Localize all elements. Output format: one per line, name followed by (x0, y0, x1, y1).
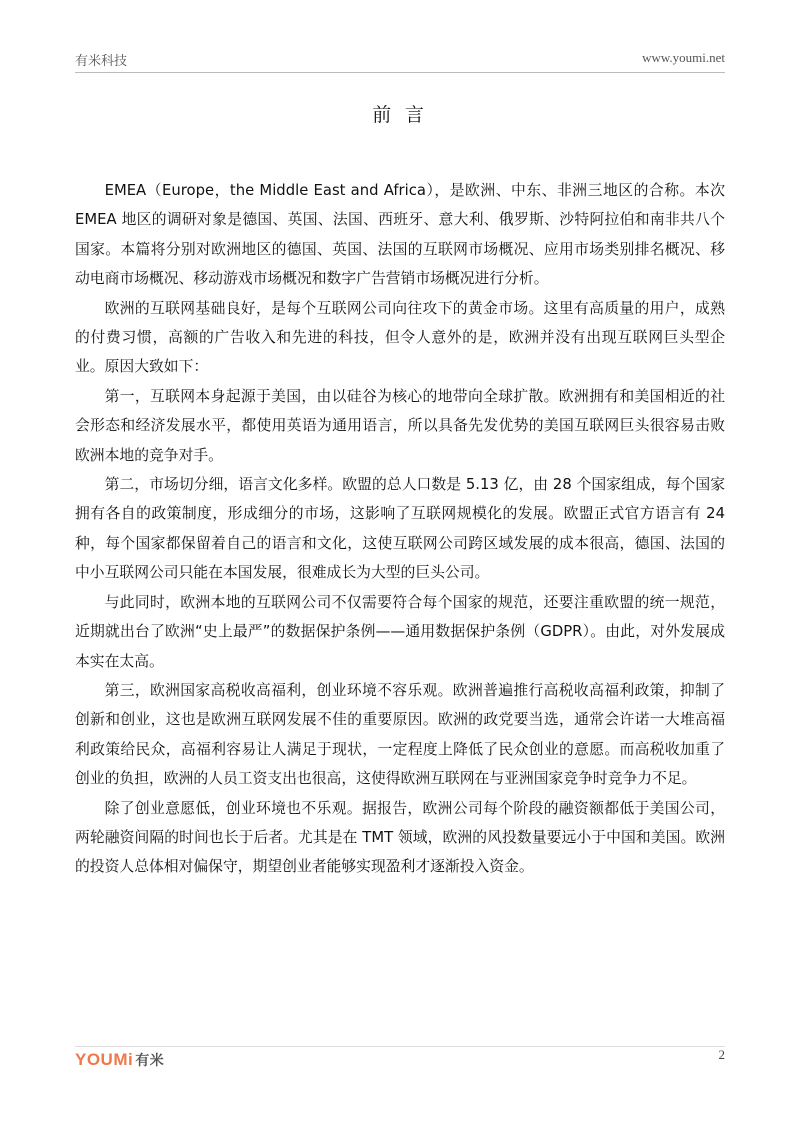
header-company-name: 有米科技 (75, 54, 128, 69)
paragraph-2: 欧洲的互联网基础良好，是每个互联网公司向往攻下的黄金市场。这里有高质量的用户，成熟的付费习惯，高额的广告收入和先进的科技，但令人意外的是，欧洲并没有出现互联网巨头型企业。原因大致如下： (75, 299, 725, 376)
paragraph-6: 第三，欧洲国家高税收高福利，创业环境不容乐观。欧洲普遍推行高税收高福利政策，抑制了创新和创业，这也是欧洲互联网发展不佳的重要原因。欧洲的政党要当选，通常会许诺一大堆高福利政策给民众，高福利容易让人满足于现状，一定程度上降低了民众创业的意愿。而高税收加重了创业的负担，欧洲的人员工资支出也很高，这使得欧洲互联网在与亚洲国家竞争时竞争力不足。 (75, 681, 725, 788)
logo-wordmark: YOUMi (75, 1050, 134, 1069)
paragraph-1: EMEA（Europe，the Middle East and Africa），是欧洲、中东、非洲三地区的合称。本次 EMEA 地区的调研对象是德国、英国、法国、西班牙、意大利、俄罗斯、沙特阿拉伯和南非共八个国家。本篇将分别对欧洲地区的德国、英国、法国的互联网市场概况、应用市场类别排名概况、移动电商市场概况、移动游戏市场概况和数字广告营销市场概况进行分析。 (75, 182, 725, 288)
header-divider (75, 72, 725, 73)
logo-chinese-name: 有米 (135, 1052, 165, 1068)
youmi-logo (75, 1050, 164, 1070)
page-number: 2 (718, 1047, 725, 1062)
page-title: 前 言 (372, 104, 428, 126)
header-url[interactable]: www.youmi.net (642, 50, 725, 65)
paragraph-5: 与此同时，欧洲本地的互联网公司不仅需要符合每个国家的规范，还要注重欧盟的统一规范，近期就出台了欧洲“史上最严”的数据保护条例——通用数据保护条例（GDPR）。由此，对外发展成本实在太高。 (75, 593, 725, 670)
body-text (75, 176, 725, 882)
paragraph-4: 第二，市场切分细，语言文化多样。欧盟的总人口数是 5.13 亿，由 28 个国家组成，每个国家拥有各自的政策制度，形成细分的市场，这影响了互联网规模化的发展。欧盟正式官方语言有 24 种，每个国家都保留着自己的语言和文化，这使互联网公司跨区域发展的成本很高，德国、法国的中小互联网公司只能在本国发展，很难成长为大型的巨头公司。 (75, 476, 725, 582)
paragraph-7: 除了创业意愿低，创业环境也不乐观。据报告，欧洲公司每个阶段的融资额都低于美国公司，两轮融资间隔的时间也长于后者。尤其是在 TMT 领域，欧洲的风投数量要远小于中国和美国。欧洲的投资人总体相对偏保守，期望创业者能够实现盈利才逐渐投入资金。 (75, 799, 725, 876)
footer-divider (75, 1046, 725, 1047)
paragraph-3: 第一，互联网本身起源于美国，由以硅谷为核心的地带向全球扩散。欧洲拥有和美国相近的社会形态和经济发展水平，都使用英语为通用语言，所以具备先发优势的美国互联网巨头很容易击败欧洲本地的竞争对手。 (75, 387, 725, 464)
